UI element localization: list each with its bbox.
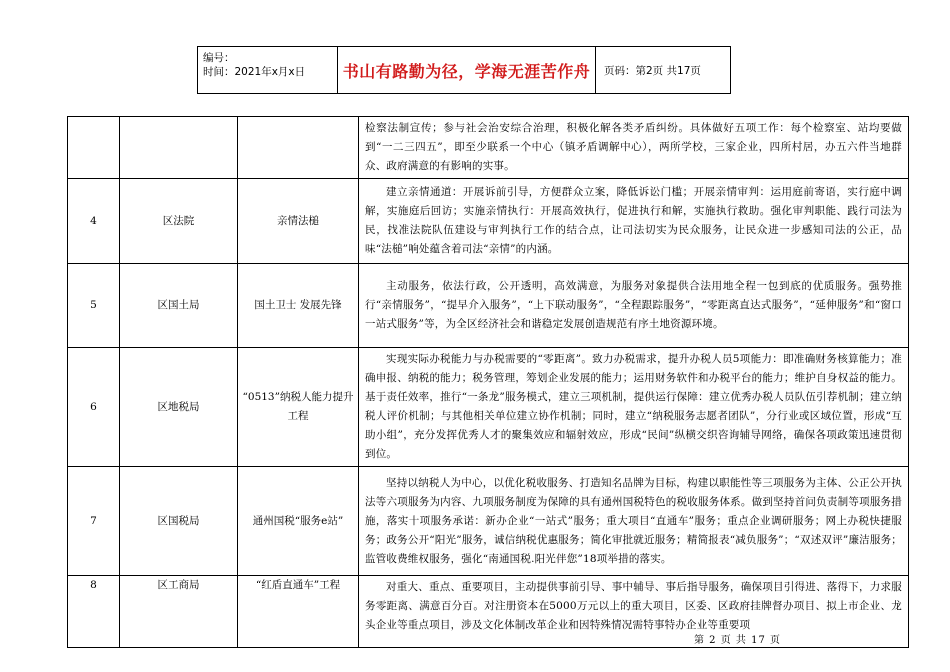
- row-description: [359, 348, 909, 467]
- row-department: 区工商局: [120, 576, 238, 648]
- row-description-text: 主动服务，依法行政，公开透明，高效满意，为服务对象提供合法用地全程一包到底的优质服务。强势推行“亲情服务”，“提早介入服务”，“上下联动服务”，“全程跟踪服务”，“零距离直达式服务”，“延伸服务”和“窗口一站式服务”等，为全区经济社会和谐稳定发展创造规范有序土地资源环境。: [365, 280, 902, 330]
- row-description: [359, 117, 909, 179]
- row-project: [238, 117, 359, 179]
- row-description: [359, 467, 909, 576]
- table-row: [68, 264, 909, 348]
- row-project: 通州国税“服务e站”: [238, 467, 359, 576]
- header-motto: 书山有路勤为径，学海无涯苦作舟: [338, 47, 596, 93]
- row-description-text: 坚持以纳税人为中心，以优化税收服务、打造知名品牌为目标，构建以职能性等三项服务为主体、公正公开执法等六项服务为内容、九项服务制度为保障的具有通州国税特色的税收服务体系。做到坚持首问负责制等项服务措施，落实十项服务承诺：新办企业“一站式”服务；重大项目“直通车”服务；重点企业调研服务；网上办税快捷服务；政务公开“阳光”服务，诚信纳税优惠服务；简化审批就近服务；精简报表“减负服务”；“双述双评”廉洁服务；监管收费维权服务，强化“南通国税.阳光伴您”18项举措的落实。: [365, 476, 902, 565]
- row-number: [68, 117, 120, 179]
- row-number: 5: [68, 264, 120, 348]
- row-number: 4: [68, 179, 120, 264]
- row-description-text: 建立亲情通道：开展诉前引导，方便群众立案，降低诉讼门槛；开展亲情审判：运用庭前寄语，实行庭中调解，实施庭后回访；实施亲情执行：开展高效执行，促进执行和解，实施执行救助。强化审判职能、践行司法为民，找准法院队伍建设与审判执行工作的结合点，让司法切实为民众服务，让民众进一步感知司法的公正，品味“法槌”响处蕴含着司法“亲情”的内涵。: [365, 186, 902, 255]
- row-department: 区法院: [120, 179, 238, 264]
- row-project: 国土卫士 发展先锋: [238, 264, 359, 348]
- row-description-text: 检察法制宣传；参与社会治安综合治理，积极化解各类矛盾纠纷。具体做好五项工作：每个检察室、站均要做到“一二三四五”，即至少联系一个中心（镇矛盾调解中心），两所学校，三家企业，四所村居，办五六件当地群众、政府满意的有影响的实事。: [365, 122, 902, 172]
- page-footer: 第 2 页 共 17 页: [694, 635, 781, 646]
- row-number: 7: [68, 467, 120, 576]
- table-row: [68, 467, 909, 576]
- row-department: [120, 117, 238, 179]
- row-number: 6: [68, 348, 120, 467]
- row-department: 区国税局: [120, 467, 238, 576]
- table-row: [68, 348, 909, 467]
- table-row: [68, 117, 909, 179]
- table-row: [68, 179, 909, 264]
- page-header: [197, 46, 731, 94]
- row-project: “0513”纳税人能力提升工程: [238, 348, 359, 467]
- row-number: 8: [68, 576, 120, 648]
- row-description-text: 实现实际办税能力与办税需要的“零距离”。致力办税需求，提升办税人员5项能力：即准确财务核算能力；准确申报、纳税的能力；税务管理，筹划企业发展的能力；运用财务软件和办税平台的能力；维护自身权益的能力。基于责任效率，推行“一条龙”服务模式，建立三项机制，提供运行保障：建立优秀办税人员队伍引荐机制；建立纳税人评价机制；与其他相关单位建立协作机制；同时，建立“纳税服务志愿者团队”，分行业或区域位置，形成“互助小组”，充分发挥优秀人才的聚集效应和辐射效应，形成“民间”纵横交织咨询辅导网络，确保各项政策迅速贯彻到位。: [365, 353, 902, 460]
- row-description-text: 对重大、重点、重要项目，主动提供事前引导、事中辅导、事后指导服务，确保项目引得进、落得下，力求服务零距离、满意百分百。对注册资本在5000万元以上的重大项目，区委、区政府挂牌督办项目、拟上市企业、龙头企业等重点项目，涉及文化体制改革企业和因特殊情况需特事特办企业等重要项: [365, 581, 902, 631]
- header-meta: [198, 47, 338, 93]
- service-table: [67, 116, 909, 648]
- table-row: [68, 576, 909, 648]
- row-description: [359, 179, 909, 264]
- row-department: 区地税局: [120, 348, 238, 467]
- row-project: 亲情法槌: [238, 179, 359, 264]
- row-project: “红盾直通车”工程: [238, 576, 359, 648]
- row-description: [359, 576, 909, 648]
- document-time-label: 时间：2021年x月x日: [203, 66, 306, 78]
- header-page-number: 页码：第2页 共17页: [604, 64, 701, 77]
- document-number-label: 编号：: [203, 52, 235, 64]
- row-description: [359, 264, 909, 348]
- row-department: 区国土局: [120, 264, 238, 348]
